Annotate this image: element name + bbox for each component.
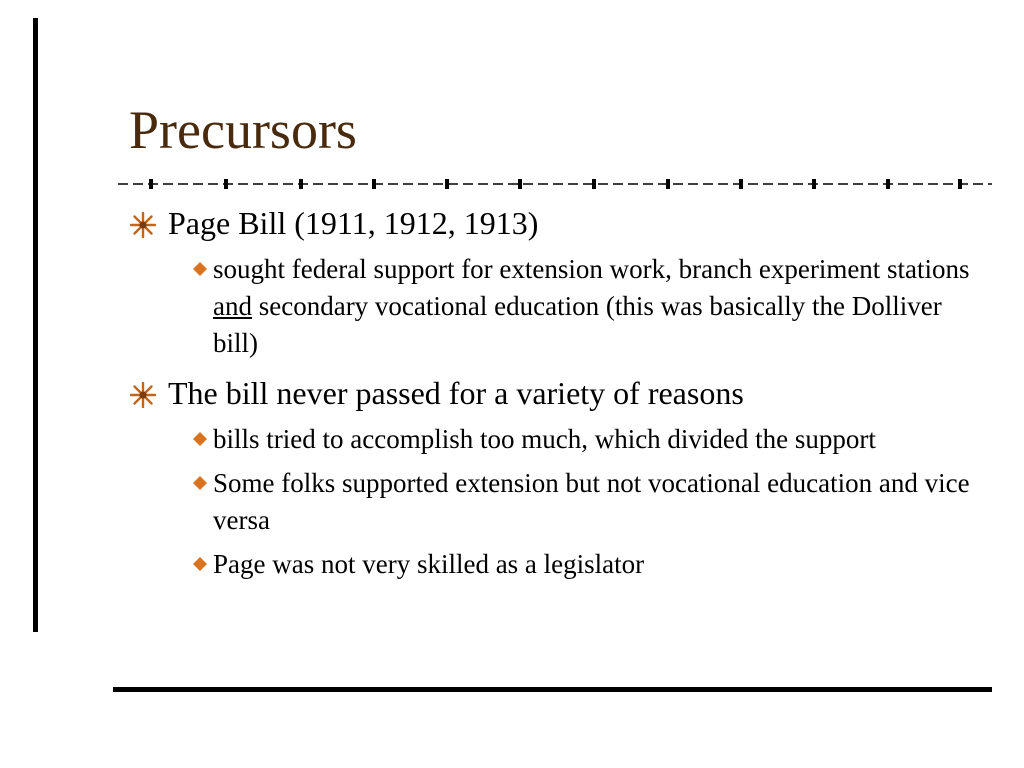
sub-bullet-legislator bbox=[193, 546, 993, 583]
slide-title: Precursors bbox=[129, 100, 357, 160]
underlined-word: and bbox=[213, 291, 252, 321]
sub-bullet-too-much bbox=[193, 421, 993, 458]
bullet-never-passed bbox=[130, 373, 1000, 413]
slide-body bbox=[130, 203, 1000, 590]
sub-bullet-text-end: secondary vocational education (this was basically the Dolliver bill) bbox=[213, 291, 942, 358]
diamond-icon bbox=[193, 557, 207, 571]
title-divider bbox=[118, 178, 992, 190]
diamond-icon bbox=[193, 262, 207, 276]
bottom-horizontal-rule bbox=[113, 687, 992, 692]
star-burst-icon bbox=[130, 382, 156, 408]
diamond-icon bbox=[193, 432, 207, 446]
sub-bullet-text: bills tried to accomplish too much, which divided the support bbox=[213, 424, 876, 454]
left-vertical-rule bbox=[33, 18, 38, 632]
bullet-text: Page Bill (1911, 1912, 1913) bbox=[168, 205, 539, 241]
sub-bullet-text: Some folks supported extension but not vocational education and vice versa bbox=[213, 468, 970, 535]
sub-bullet-folks-supported bbox=[193, 465, 993, 539]
bullet-page-bill bbox=[130, 203, 1000, 243]
star-burst-icon bbox=[130, 212, 156, 238]
bullet-text: The bill never passed for a variety of reasons bbox=[168, 375, 744, 411]
sub-bullet-text-start: sought federal support for extension work, branch experiment stations bbox=[213, 254, 970, 284]
sub-bullet-federal-support bbox=[193, 251, 993, 362]
diamond-icon bbox=[193, 476, 207, 490]
sub-bullet-text: Page was not very skilled as a legislator bbox=[213, 549, 645, 579]
